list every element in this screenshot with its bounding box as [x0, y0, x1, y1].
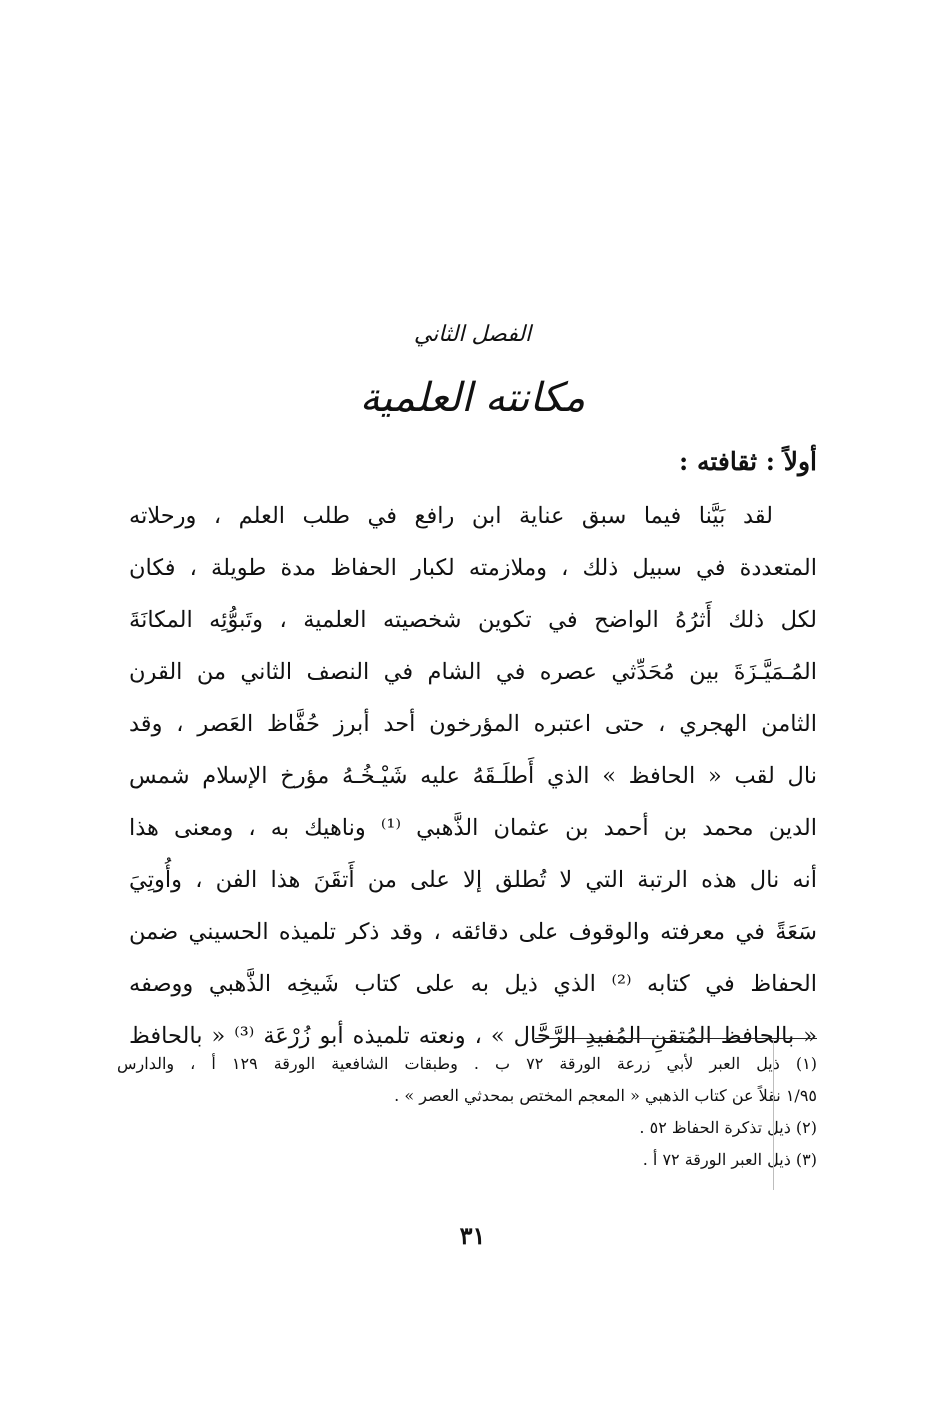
footnotes — [117, 1048, 817, 1176]
body-line: المُـمَيَّـزَةَ بين مُحَدِّثي عصره في الشام في النصف الثاني من القرن — [129, 659, 817, 685]
body-line: الدين محمد بن أحمد بن عثمان الذَّهبي ⁽¹⁾ وناهيك به ، ومعنى هذا — [129, 815, 817, 841]
body-line: الثامن الهجري ، حتى اعتبره المؤرخون أحد أبرز حُفَّاظ العَصر ، وقد — [129, 711, 817, 737]
body-line: لقد بَيَّنا فيما سبق عناية ابن رافع في طلب العلم ، ورحلاته — [129, 503, 773, 529]
body-line: لكل ذلك أَثرُهُ الواضح في تكوين شخصيته العلمية ، وتَبوُّئِه المكانَةَ — [129, 607, 817, 633]
body-line: سَعَةً في معرفته والوقوف على دقائقه ، وقد ذكر تلميذه الحسيني ضمن — [129, 919, 817, 945]
body-line: الحفاظ في كتابه ⁽²⁾ الذي ذيل به على كتاب شَيخِه الذَّهبي ووصفه — [129, 971, 817, 997]
footnote-3: (٣) ذيل العبر الورقة ٧٢ أ . — [642, 1150, 817, 1169]
chapter-label: الفصل الثاني — [413, 322, 532, 347]
footnote-2: (٢) ذيل تذكرة الحفاظ ٥٢ . — [639, 1118, 817, 1137]
body-line: « بالحافظ المُتقنِ المُفيدِ الرَّحَّال » ، ونعته تلميذه أبو زُرْعَة ⁽³⁾ « بالحافظ — [129, 1023, 817, 1049]
footnote-1-continuation: ١/٩٥ نقلاً عن كتاب الذهبي « المعجم المختص بمحدثي العصر » . — [394, 1086, 817, 1105]
body-line: المتعددة في سبيل ذلك ، وملازمته لكبار الحفاظ مدة طويلة ، فكان — [129, 555, 817, 581]
body-line: نال لقب « الحافظ » الذي أَطلَـقَهُ عليه شَيْـخُـهُ مؤرخ الإسلام شمس — [129, 763, 817, 789]
footnote-separator — [535, 1038, 817, 1039]
chapter-title: مكانته العلمية — [359, 375, 586, 421]
body-line: أنه نال هذه الرتبة التي لا تُطلق إلا على من أَتقَنَ هذا الفن ، وأُوتِيَ — [129, 867, 817, 893]
body-paragraph — [129, 490, 817, 1062]
scan-gutter-line — [773, 1040, 774, 1190]
section-heading: أولاً : ثقافته : — [679, 447, 817, 476]
footnote-1: (١) ذيل العبر لأبي زرعة الورقة ٧٢ ب . وطبقات الشافعية الورقة ١٢٩ أ ، والدارس — [117, 1054, 817, 1073]
page-number: ٣١ — [459, 1221, 486, 1250]
